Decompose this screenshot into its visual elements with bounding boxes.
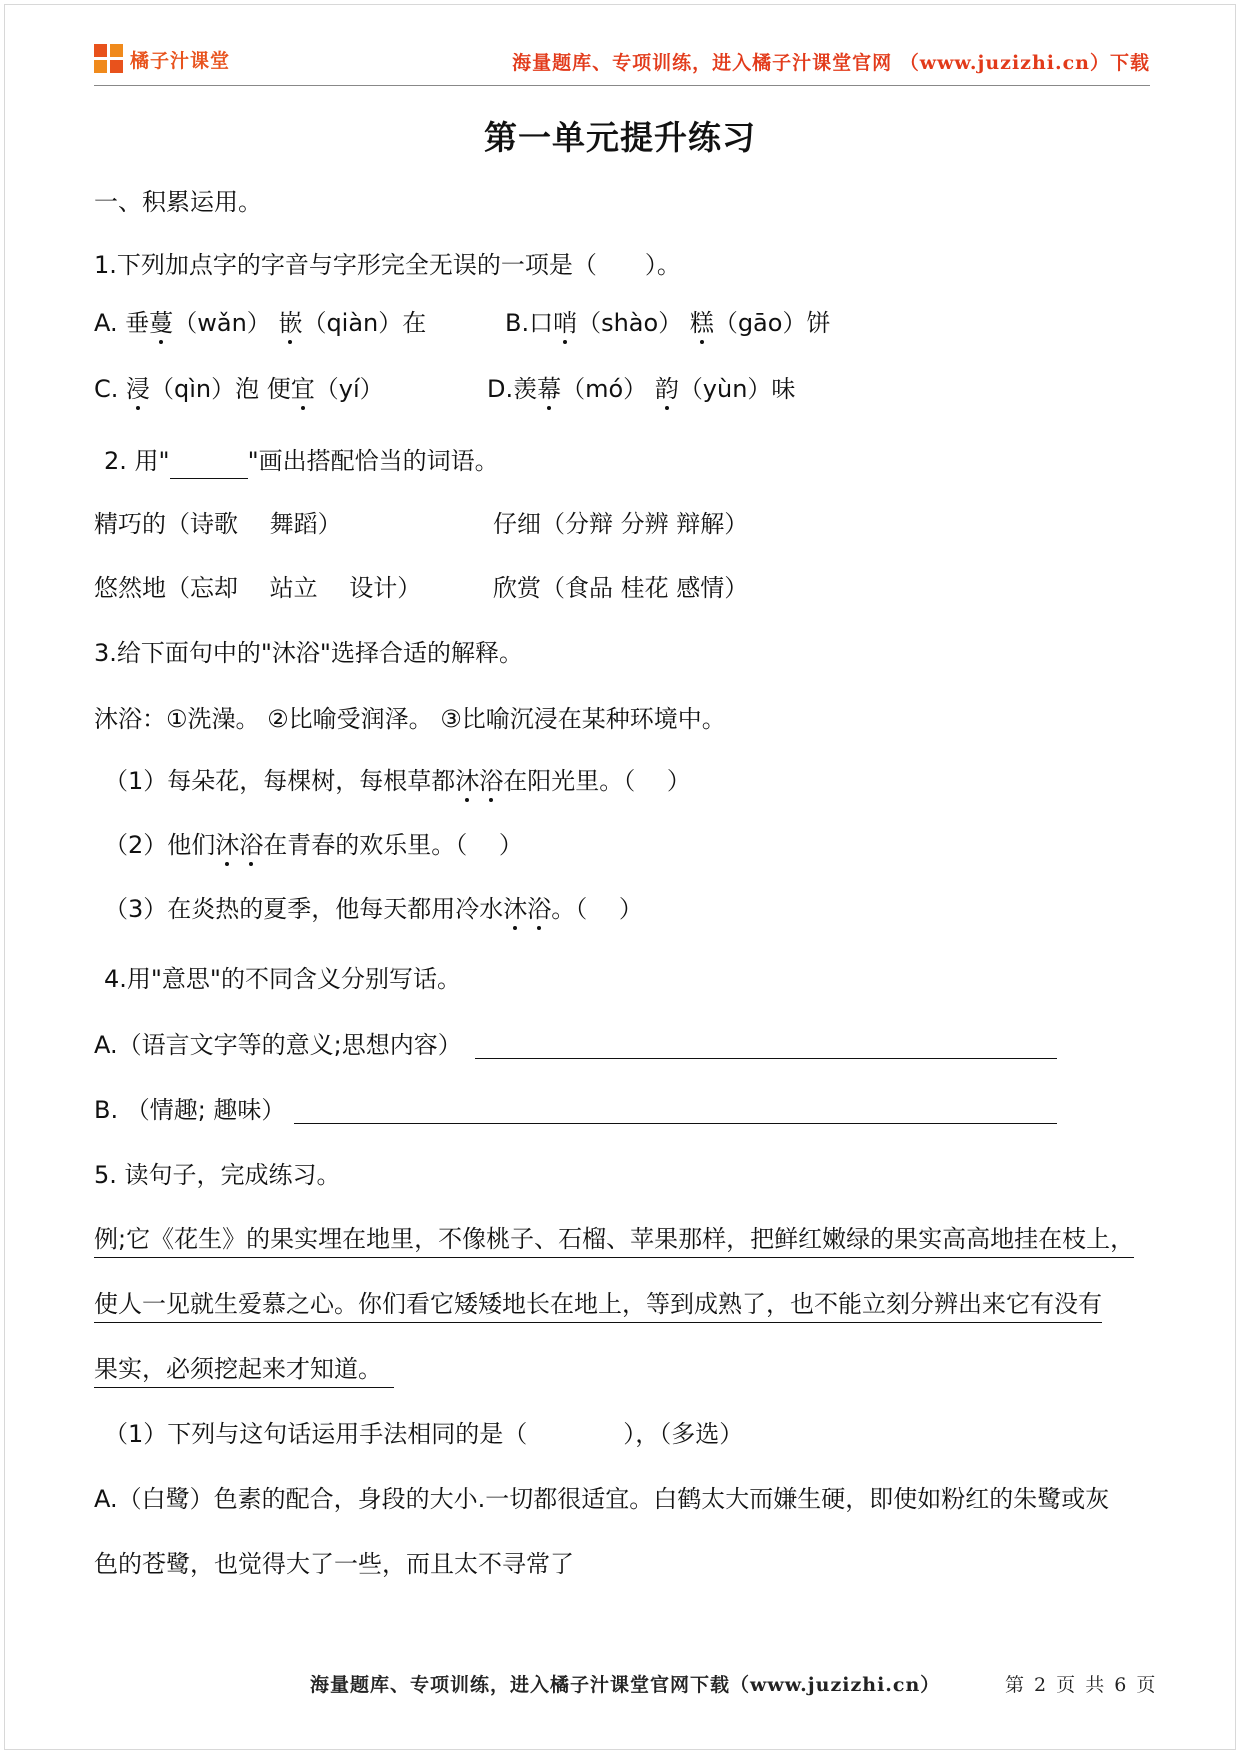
- option-a-line-1: A.（白鹭）色素的配合，身段的大小.一切都很适宜。白鹤太大而嫌生硬，即使如粉红的朱鹭或灰: [94, 1485, 1110, 1513]
- logo-text: 橘子汁课堂: [130, 49, 231, 72]
- footer-text: 海量题库、专项训练，进入橘子汁课堂官网下载（www.juzizhi.cn）: [310, 1674, 941, 1696]
- question-3-definition: 沐浴：①洗澡。 ②比喻受润泽。 ③比喻沉浸在某种环境中。: [94, 705, 726, 733]
- section-heading: 一、积累运用。: [94, 188, 262, 216]
- question-1-option-a: A. 垂蔓（wǎn） 嵌（qiàn）在: [94, 306, 426, 340]
- question-3-sentence-3: （3）在炎热的夏季，他每天都用冷水沐浴。（ ）: [104, 892, 643, 926]
- question-2-row-1-right: 仔细（分辩 分辨 辩解）: [493, 510, 749, 538]
- example-line-2: 使人一见就生爱慕之心。你们看它矮矮地长在地上，等到成熟了，也不能立刻分辨出来它有没有: [94, 1287, 1102, 1321]
- question-3-sentence-2: （2）他们沐浴在青春的欢乐里。（ ）: [104, 828, 523, 862]
- underline-sample: [170, 444, 248, 479]
- question-2-row-2-left: 悠然地（忘却 站立 设计）: [94, 574, 422, 602]
- page-title: 第一单元提升练习: [484, 118, 756, 157]
- page-header: [94, 40, 1150, 86]
- question-3-stem: 3.给下面句中的"沐浴"选择合适的解释。: [94, 639, 523, 667]
- question-5-sub-1: （1）下列与这句话运用手法相同的是（ ），（多选）: [104, 1420, 744, 1448]
- header-slogan: 海量题库、专项训练，进入橘子汁课堂官网 （www.juzizhi.cn）下载: [512, 52, 1150, 74]
- question-4-a: A.（语言文字等的意义;思想内容）: [94, 1031, 462, 1059]
- question-2-stem: 2. 用" "画出搭配恰当的词语。: [104, 444, 499, 479]
- question-1-option-c: C. 浸（qìn）泡 便宜（yí）: [94, 372, 384, 406]
- question-3-sentence-1: （1）每朵花，每棵树，每根草都沐浴在阳光里。（ ）: [104, 764, 691, 798]
- page-number: 第 2 页 共 6 页: [1005, 1674, 1158, 1696]
- answer-line-b[interactable]: [294, 1123, 1057, 1124]
- question-5-stem: 5. 读句子，完成练习。: [94, 1161, 341, 1189]
- example-line-3: 果实，必须挖起来才知道。: [94, 1352, 394, 1386]
- example-line-1: 例;它《花生》的果实埋在地里，不像桃子、石榴、苹果那样，把鲜红嫩绿的果实高高地挂在枝上，: [94, 1222, 1134, 1256]
- question-4-stem: 4.用"意思"的不同含义分别写话。: [104, 965, 461, 993]
- logo: [94, 44, 230, 74]
- question-2-row-1-left: 精巧的（诗歌 舞蹈）: [94, 510, 342, 538]
- question-4-b: B. （情趣; 趣味）: [94, 1096, 286, 1124]
- question-1-stem: 1.下列加点字的字音与字形完全无误的一项是（ ）。: [94, 251, 681, 279]
- logo-icon: [94, 44, 124, 74]
- question-1-option-b: B.口哨（shào） 糕（gāo）饼: [505, 306, 830, 340]
- answer-line-a[interactable]: [475, 1058, 1057, 1059]
- question-1-option-d: D.羡幕（mó） 韵（yùn）味: [487, 372, 795, 406]
- option-a-line-2: 色的苍鹭，也觉得大了一些，而且太不寻常了: [94, 1550, 574, 1578]
- question-2-row-2-right: 欣赏（食品 桂花 感情）: [493, 574, 749, 602]
